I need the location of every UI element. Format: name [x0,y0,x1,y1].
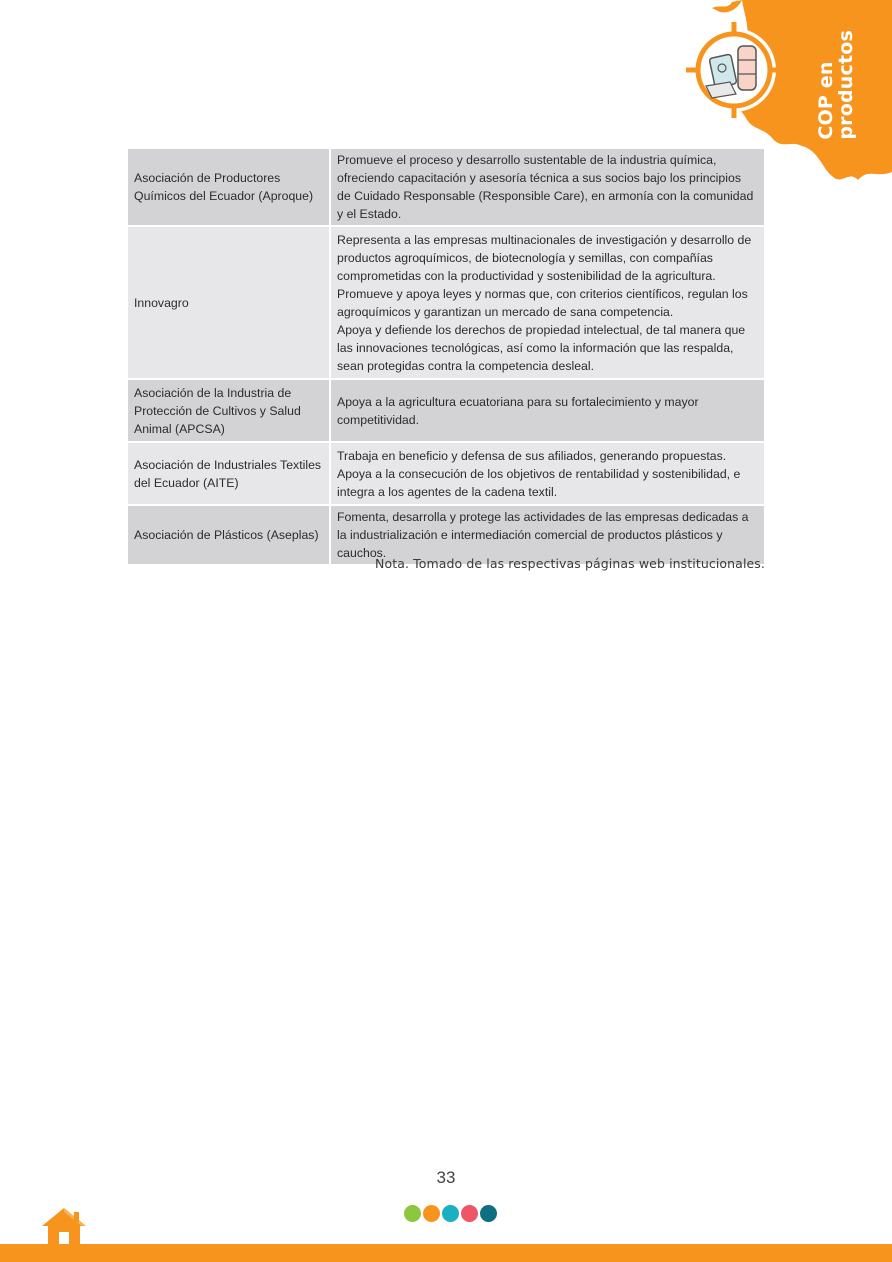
associations-table [128,149,764,566]
table-row [128,149,764,226]
color-dot [423,1205,440,1222]
association-name: Asociación de Plásticos (Aseplas) [128,505,330,565]
association-description [330,226,764,379]
table-row [128,226,764,379]
color-dots [404,1205,499,1222]
association-description: Promueve el proceso y desarrollo sustentable de la industria química, ofreciendo capacitación y asesoría técnica a sus socios bajo los principios de Cuidado Responsable (Responsible Care), en armonía con la comunidad y el Estado. [330,149,764,226]
association-name: Innovagro [128,226,330,379]
section-tag-line2: productos [835,30,857,140]
color-dot [480,1205,497,1222]
table-row [128,442,764,505]
section-tag [816,30,856,140]
section-tag-line1: COP en [815,61,837,140]
association-description: Apoya a la agricultura ecuatoriana para su fortalecimiento y mayor competitividad. [330,379,764,442]
color-dot [404,1205,421,1222]
color-dot [442,1205,459,1222]
table-note: Nota. Tomado de las respectivas páginas web institucionales. [375,556,765,571]
association-description: Fomenta, desarrolla y protege las actividades de las empresas dedicadas a la industrialización e intermediación comercial de productos plásticos y cauchos. [330,505,764,565]
association-name: Asociación de Productores Químicos del Ecuador (Aproque) [128,149,330,226]
footer-bar [0,1244,892,1262]
color-dot [461,1205,478,1222]
description-paragraph: Apoya y defiende los derechos de propiedad intelectual, de tal manera que las innovaciones tecnológicas, así como la información que las respalda, sean protegidas contra la competencia desleal. [337,322,746,373]
description-paragraph: Representa a las empresas multinacionales de investigación y desarrollo de productos agroquímicos, de biotecnología y semillas, con compañías comprometidas con la productividad y sostenibilidad de la agricultura. Promueve y apoya leyes y normas que, con criterios científicos, regulan los agroquímicos y garantizan un mercado de sana competencia. [337,232,752,319]
target-products-icon [686,22,786,118]
association-name: Asociación de la Industria de Protección de Cultivos y Salud Animal (APCSA) [128,379,330,442]
association-description: Trabaja en beneficio y defensa de sus afiliados, generando propuestas. Apoya a la consecución de los objetivos de rentabilidad y sostenibilidad, e integra a los agentes de la cadena textil. [330,442,764,505]
association-name: Asociación de Industriales Textiles del Ecuador (AITE) [128,442,330,505]
page-number: 33 [436,1168,456,1187]
home-icon[interactable] [40,1206,88,1246]
table-row [128,379,764,442]
